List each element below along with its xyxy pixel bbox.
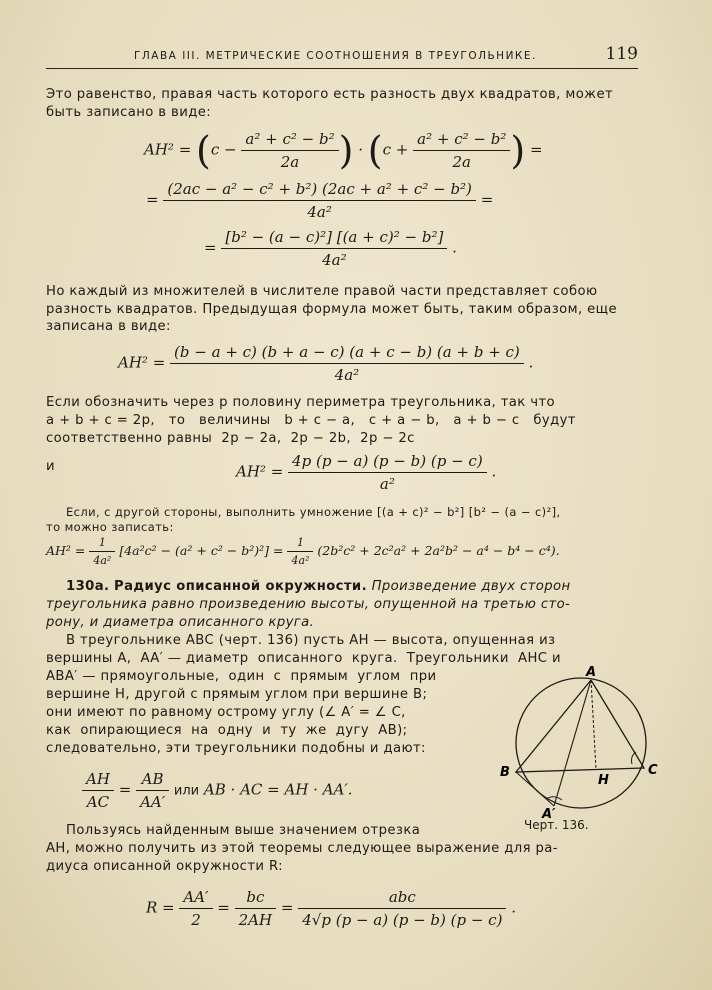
equation-2: = $\frac{\text{(2ac − a² − c² + b²) (2ac + a² + c² − b²)}}{\text{4a²}}$ = — [146, 180, 494, 221]
label-h: H — [598, 773, 609, 788]
eq6-fraction-2: $\frac{1}{\text{4a²}}$ — [287, 536, 313, 567]
section-title: Радиус описанной окружности. — [114, 579, 367, 594]
diameter-aa-prime — [554, 680, 591, 806]
eq1-fraction-2: $\frac{\text{a² + c² − b²}}{2a}$ — [413, 130, 510, 171]
eq2-fraction: $\frac{\text{(2ac − a² − c² + b²) (2ac + a² + c² − b²)}}{\text{4a²}}$ — [163, 180, 476, 221]
equation-1: AH² = (c − $\frac{\text{a² + c² − b²}}{2a}$ ) · (c + $\frac{\text{a² + c² − b²}}{2a}$ ) = — [144, 128, 543, 173]
equation-5: AH² = $\frac{4p (p - a) (p - b) (p - c)}{\text{a²}}$ . — [236, 452, 497, 493]
equation-4: AH² = $\frac{(b - a + c) (b + a - c) (a + c - b) (a + b + c)}{\text{4a²}}$ . — [118, 343, 534, 384]
paragraph-5-line-2: вершины A, AA′ — диаметр описанного круга. Треугольники AHC и — [46, 651, 561, 666]
circumscribed-circle — [516, 678, 646, 808]
eq5-fraction: $\frac{4p (p - a) (p - b) (p - c)}{\text{a²}}$ — [288, 452, 487, 493]
eq1-dot: · — [358, 140, 363, 159]
paragraph-5-line-1: В треугольнике ABC (черт. 136) пусть AH — высота, опущенная из — [66, 633, 556, 648]
label-a: A — [586, 665, 597, 680]
paragraph-1: Это равенство, правая часть которого есть разность двух квадратов, может быть записано в виде: — [46, 87, 614, 120]
chapter-title: ГЛАВА III. МЕТРИЧЕСКИЕ СООТНОШЕНИЯ В ТРЕУГОЛЬНИКЕ. — [134, 50, 537, 62]
page-number: 119 — [605, 44, 638, 64]
eq7-fraction-1: $\frac{AH}{AC}$ — [82, 770, 114, 811]
eq1-prefix-1: c − — [210, 140, 237, 159]
eq2-equals: = — [480, 190, 494, 209]
paragraph-3-line-3: соответственно равны 2p − 2a, 2p − 2b, 2p − 2c — [46, 431, 415, 446]
paragraph-5-line-7: следовательно, эти треугольники подобны и дают: — [46, 741, 426, 756]
conjunction-and: и — [46, 459, 55, 474]
eq8-fraction-3: $\frac{\text{abc}}{4√p (p - a) (p - b) (p - c)}$ — [298, 888, 506, 929]
paragraph-6-line-1: Пользуясь найденным выше значением отрезка — [66, 823, 421, 838]
theorem-text-3: рону, и диаметра описанного круга. — [46, 615, 315, 630]
label-a-prime: A′ — [542, 807, 556, 820]
eq1-equals: = — [529, 140, 543, 159]
label-c: C — [648, 763, 658, 778]
paragraph-6-line-2: AH, можно получить из этой теоремы следующее выражение для ра- — [46, 841, 558, 856]
paragraph-5-line-6: как опирающиеся на одну и ту же дугу AB); — [46, 723, 408, 738]
paragraph-4-line-2: то можно записать: — [46, 520, 174, 534]
theorem-text-1: Произведение двух сторон — [371, 579, 571, 594]
eq8-fraction-2: $\frac{bc}{2AH}$ — [235, 888, 276, 929]
paragraph-5-line-5: они имеют по равному острому углу (∠ A′ = ∠ C, — [46, 705, 406, 720]
figure-caption: Черт. 136. — [524, 818, 589, 832]
figure-136 — [494, 660, 664, 820]
eq1-fraction-1: $\frac{\text{a² + c² − b²}}{2a}$ — [241, 130, 338, 171]
eq7-fraction-2: $\frac{AB}{AA'}$ — [136, 770, 169, 811]
equation-3: = $\frac{\text{[b² − (a − c)²] [(a + c)² − b²]}}{\text{4a²}}$ . — [204, 228, 457, 269]
eq1-lhs: AH² = — [144, 140, 192, 159]
paragraph-4-line-1: Если, с другой стороны, выполнить умножение [(a + c)² − b²] [b² − (a − c)²], — [66, 505, 561, 519]
triangle-abc — [516, 680, 644, 772]
eq6-fraction-1: $\frac{1}{\text{4a²}}$ — [89, 536, 115, 567]
equation-7: $\frac{AH}{AC}$ = $\frac{AB}{AA'}$ или AB · AC = AH · AA′. — [82, 770, 353, 811]
paragraph-3-line-2: a + b + c = 2p, то величины b + c − a, c + a − b, a + b − c будут — [46, 413, 576, 428]
eq8-fraction-1: $\frac{AA'}{2}$ — [179, 888, 212, 929]
paragraph-3-line-1: Если обозначить через p половину периметра треугольника, так что — [46, 395, 555, 410]
section-heading-line — [66, 578, 646, 596]
equation-6: AH² = $\frac{1}{\text{4a²}}$ [4a²c² − (a² + c² − b²)²] = $\frac{1}{\text{4a²}}$ (2b²c² + 2c²a² + 2a²b² − a⁴ − b⁴ − c⁴). — [46, 536, 560, 567]
paragraph-5-line-3: ABA′ — прямоугольные, один с прямым углом при — [46, 669, 437, 684]
segment-ba-prime — [516, 772, 554, 806]
section-number: 130а. — [66, 579, 110, 594]
paragraph-6-line-3: диуса описанной окружности R: — [46, 859, 283, 874]
paragraph-2: Но каждый из множителей в числителе правой части представляет собою разность квадратов. Предыдущая формула может быть, таким образом, еще записана в виде: — [46, 284, 618, 334]
paragraph-5-line-4: вершине H, другой с прямым углом при вершине B; — [46, 687, 428, 702]
altitude-ah — [591, 680, 596, 769]
theorem-text-2: треугольника равно произведению высоты, опущенной на третью сто- — [46, 597, 571, 612]
eq4-fraction: $\frac{(b - a + c) (b + a - c) (a + c - b) (a + b + c)}{\text{4a²}}$ — [170, 343, 524, 384]
header-rule — [46, 68, 638, 69]
equation-8: R = $\frac{AA'}{2}$ = $\frac{bc}{2AH}$ = $\frac{\text{abc}}{4√p (p - a) (p - b) (p - c)}$ . — [146, 888, 516, 929]
eq3-fraction: $\frac{\text{[b² − (a − c)²] [(a + c)² − b²]}}{\text{4a²}}$ — [221, 228, 447, 269]
label-b: B — [500, 765, 510, 780]
eq1-prefix-2: c + — [382, 140, 409, 159]
